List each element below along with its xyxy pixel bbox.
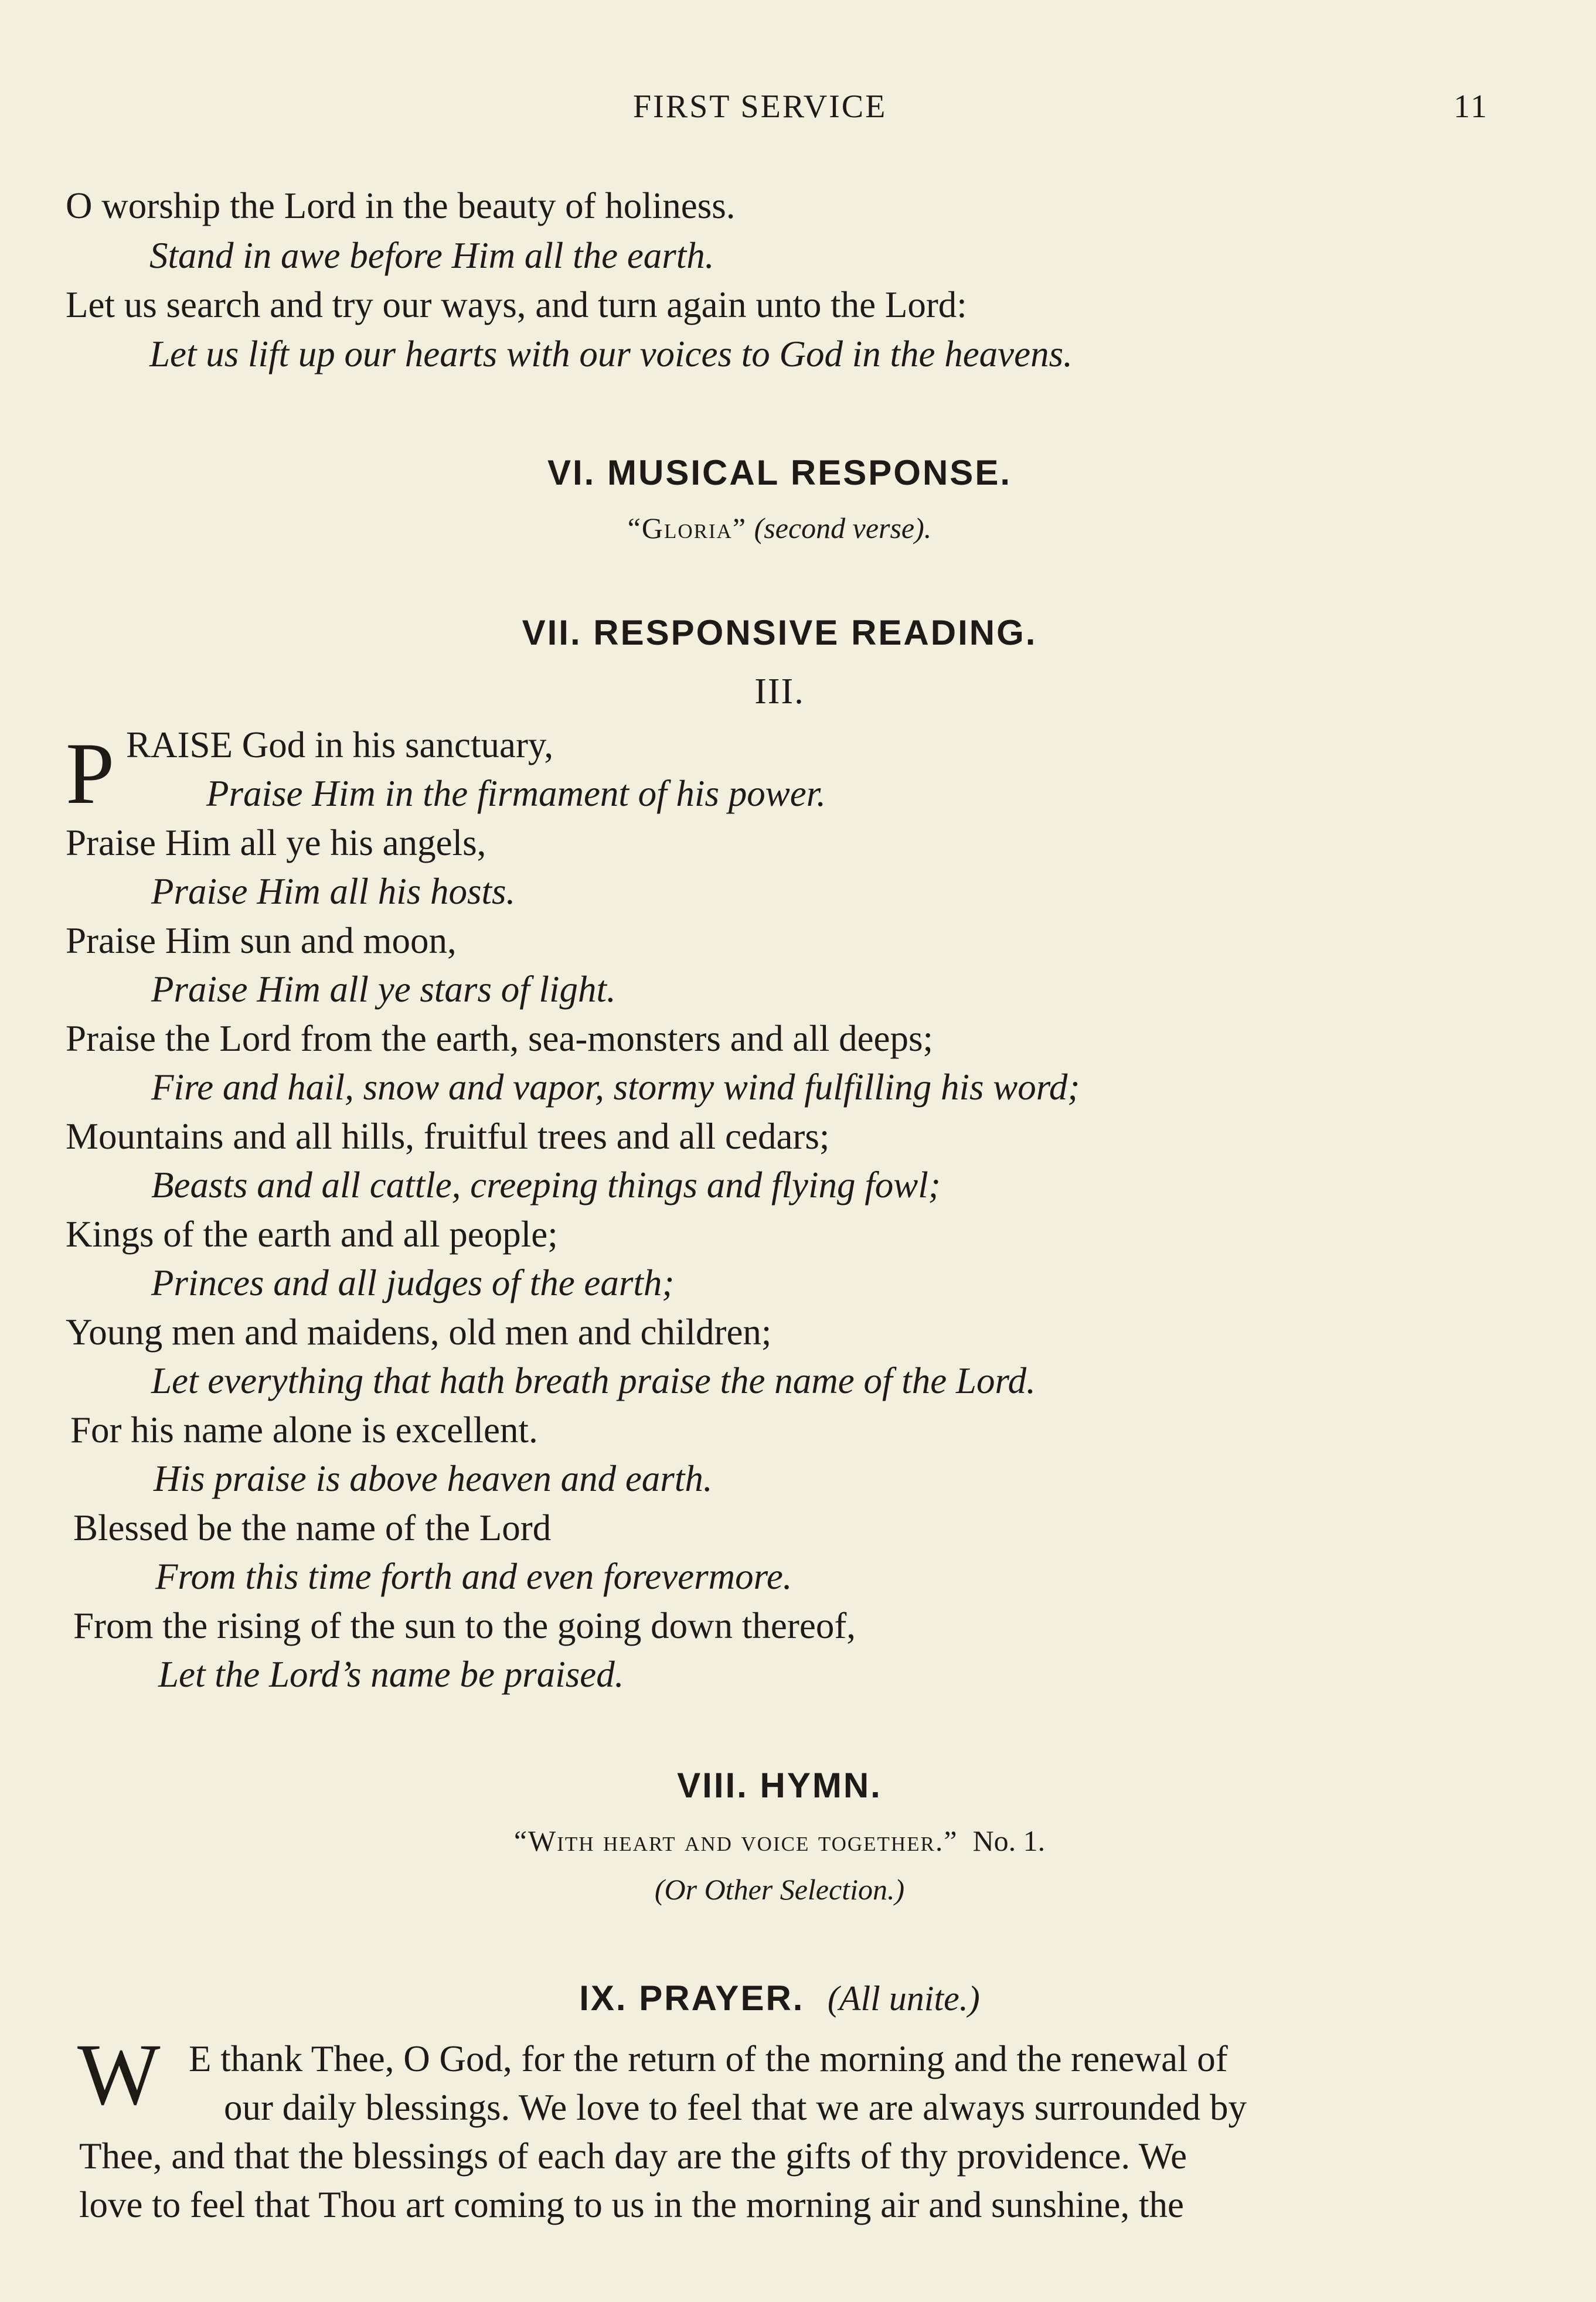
section-6-heading: VI. MUSICAL RESPONSE. xyxy=(547,453,1012,492)
reading-line-6: Praise Him all ye stars of light. xyxy=(151,969,616,1010)
opening-line-1: O worship the Lord in the beauty of holiness. xyxy=(66,185,736,226)
reading-line-18: From this time forth and even forevermore. xyxy=(155,1556,792,1597)
reading-line-9: Mountains and all hills, fruitful trees and all cedars; xyxy=(66,1116,830,1157)
reading-line-16: His praise is above heaven and earth. xyxy=(154,1458,713,1499)
reading-number: III. xyxy=(754,672,805,711)
hymn-line xyxy=(0,1824,1559,1858)
reading-line-8: Fire and hail, snow and vapor, stormy wind fulfilling his word; xyxy=(151,1067,1080,1108)
opening-line-4: Let us lift up our hearts with our voices to God in the heavens. xyxy=(149,333,1073,374)
hymn-note: (Or Other Selection.) xyxy=(654,1873,905,1906)
gloria-title: “Gloria” xyxy=(627,512,747,544)
prayer-line-1: E thank Thee, O God, for the return of the morning and the renewal of xyxy=(189,2038,1228,2079)
section-9-heading xyxy=(0,1978,1559,2019)
reading-line-14: Let everything that hath breath praise the name of the Lord. xyxy=(151,1360,1036,1401)
reading-line-4: Praise Him all his hosts. xyxy=(151,871,516,912)
reading-line-7: Praise the Lord from the earth, sea-monsters and all deeps; xyxy=(66,1018,934,1059)
reading-line-13: Young men and maidens, old men and children; xyxy=(66,1312,772,1353)
prayer-line-4: love to feel that Thou art coming to us in the morning air and sunshine, the xyxy=(79,2184,1184,2225)
reading-line-3: Praise Him all ye his angels, xyxy=(66,822,486,863)
reading-line-10: Beasts and all cattle, creeping things and flying fowl; xyxy=(151,1164,941,1206)
opening-line-2: Stand in awe before Him all the earth. xyxy=(149,235,714,276)
reading-line-20: Let the Lord’s name be praised. xyxy=(158,1654,624,1695)
prayer-dropcap: W xyxy=(77,2026,161,2123)
reading-line-1: RAISE God in his sanctuary, xyxy=(126,724,554,765)
reading-line-11: Kings of the earth and all people; xyxy=(66,1214,558,1255)
prayer-line-2: our daily blessings. We love to feel that we are always surrounded by xyxy=(224,2087,1247,2128)
hymn-number: No. 1. xyxy=(972,1824,1046,1857)
gloria-note: (second verse). xyxy=(754,512,932,544)
prayer-line-3: Thee, and that the blessings of each day are the gifts of thy providence. We xyxy=(79,2136,1187,2177)
reading-line-12: Princes and all judges of the earth; xyxy=(151,1262,675,1303)
prayer-heading: IX. PRAYER. xyxy=(579,1979,805,2018)
reading-line-5: Praise Him sun and moon, xyxy=(66,920,457,961)
reading-line-17: Blessed be the name of the Lord xyxy=(73,1507,552,1548)
running-title: FIRST SERVICE xyxy=(633,88,887,125)
reading-dropcap: P xyxy=(66,725,115,822)
reading-line-15: For his name alone is excellent. xyxy=(70,1409,538,1450)
section-6-subtitle xyxy=(0,511,1559,545)
reading-line-2: Praise Him in the firmament of his power. xyxy=(206,773,826,814)
hymn-title: “With heart and voice together.” xyxy=(513,1824,958,1857)
page-number: 11 xyxy=(1454,88,1489,125)
section-8-heading: VIII. HYMN. xyxy=(677,1766,882,1805)
section-7-heading: VII. RESPONSIVE READING. xyxy=(522,613,1037,652)
reading-line-19: From the rising of the sun to the going down thereof, xyxy=(73,1605,856,1646)
prayer-heading-note: (All unite.) xyxy=(827,1979,980,2018)
opening-line-3: Let us search and try our ways, and turn again unto the Lord: xyxy=(66,284,967,325)
